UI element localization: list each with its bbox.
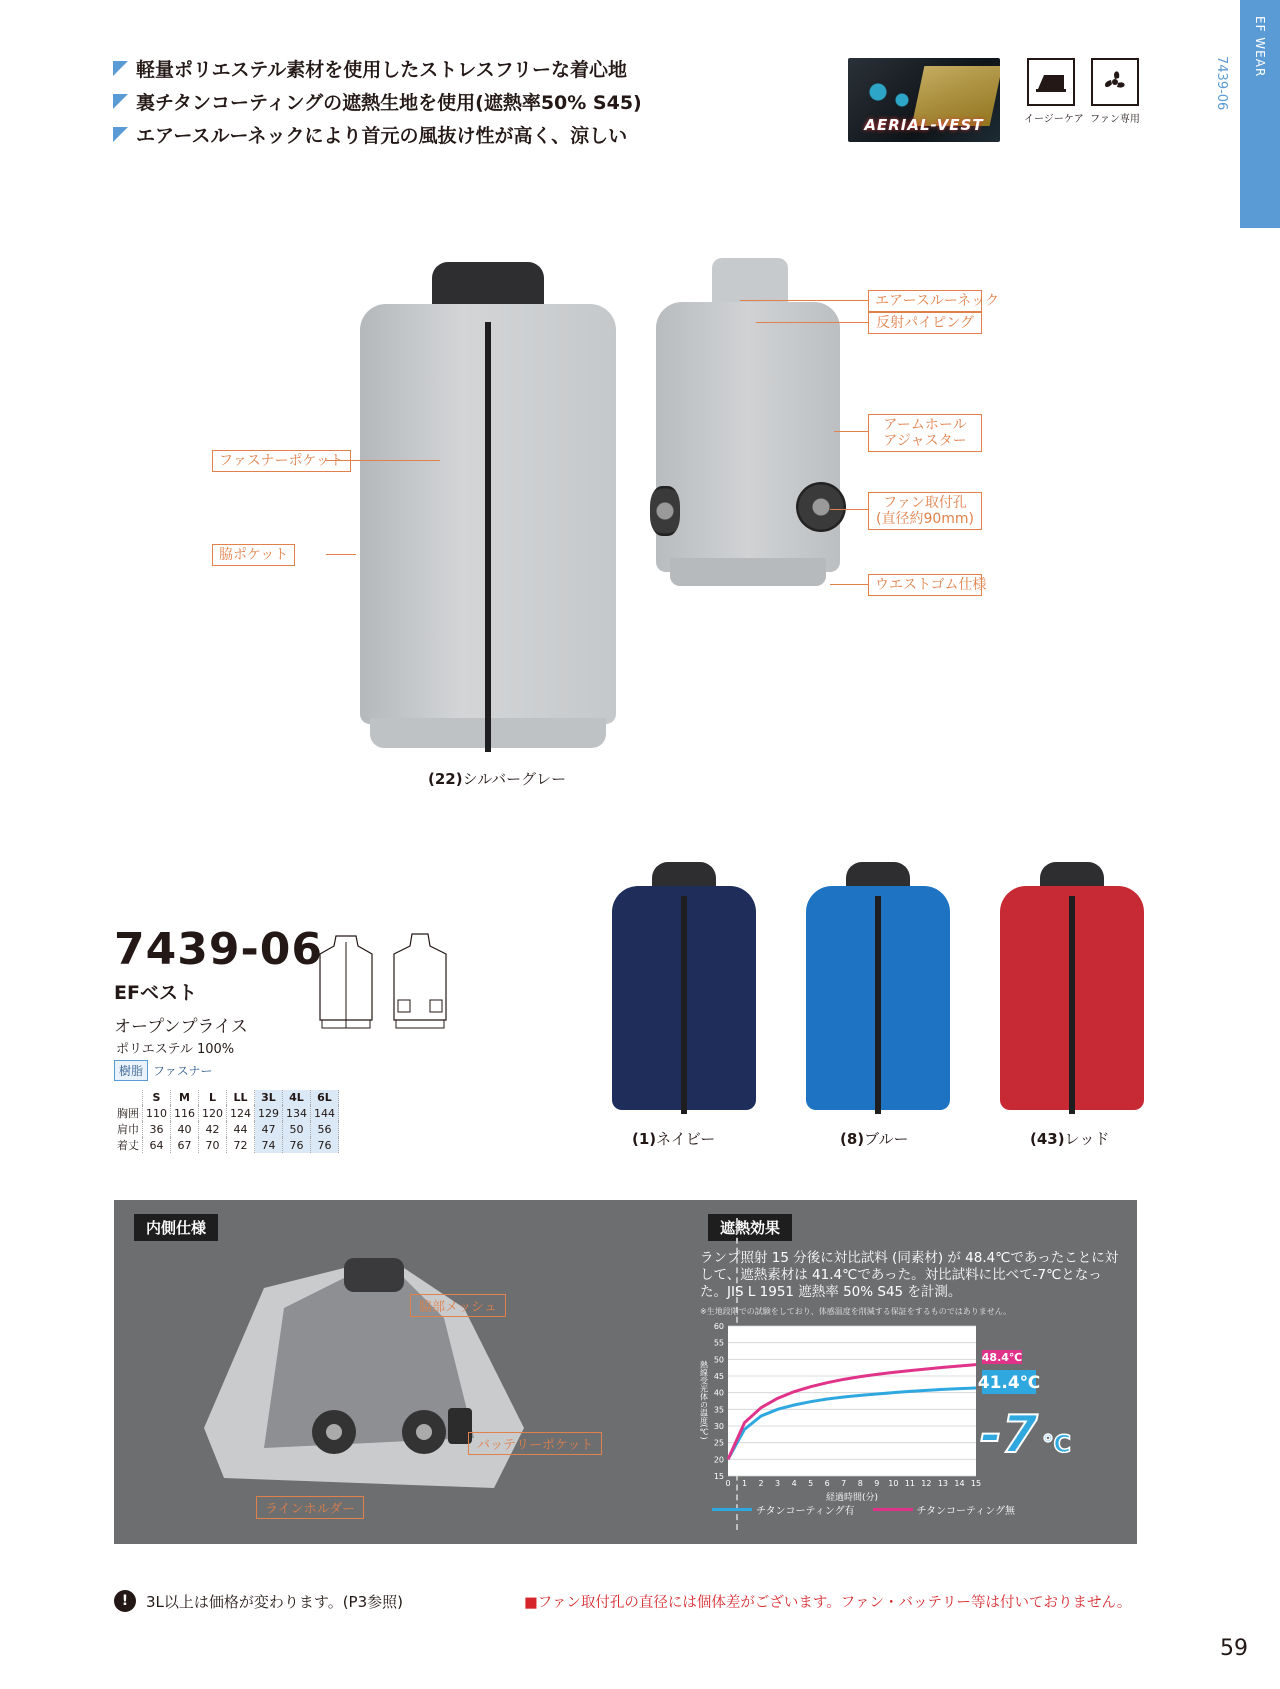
- heat-effect-description: ランプ照射 15 分後に対比試料 (同素材) が 48.4℃であったことに対して、遮熱素材は 41.4℃であった。対比試料に比べて-7℃となった。JIS L 1951 遮熱率 50% S45 を計測。: [700, 1250, 1119, 1300]
- heat-effect-note: ※生地段階での試験をしており、体感温度を削減する保証をするものではありません。: [700, 1307, 1012, 1316]
- product-price: オープンプライス: [114, 1017, 248, 1037]
- chart-plot-area: [728, 1326, 976, 1476]
- label-high: 48.4℃: [981, 1351, 1023, 1364]
- chart-x-tick-label: 0: [725, 1479, 731, 1488]
- table-row: 胸囲 110 116 120 124 129 134 144: [114, 1105, 339, 1121]
- chart-x-tick-label: 2: [758, 1479, 764, 1488]
- chart-y-label: 熱線受光体の温度(℃): [699, 1360, 709, 1440]
- vest-zipper: [681, 896, 687, 1114]
- feature-item: 裏チタンコーティングの遮熱生地を使用(遮熱率50% S45): [113, 85, 642, 118]
- chart-y-tick-label: 30: [713, 1422, 724, 1431]
- color-caption-navy: (1)ネイビー: [632, 1130, 716, 1148]
- vest-zipper: [875, 896, 881, 1114]
- chart-y-tick-label: 50: [713, 1355, 724, 1365]
- chart-x-tick-label: 8: [857, 1479, 863, 1488]
- callout-fan-hole: ファン取付孔 (直径約90mm): [868, 492, 982, 530]
- chart-x-tick-label: 7: [841, 1479, 847, 1488]
- chart-legend: チタンコーティング有 チタンコーティング無: [712, 1502, 1015, 1517]
- chart-x-tick-label: 1: [741, 1479, 748, 1488]
- legend-swatch-coated: [712, 1508, 752, 1511]
- legend-swatch-uncoated: [873, 1508, 913, 1511]
- callout-line-holder: ラインホルダー: [256, 1496, 364, 1519]
- inner-spec-title: 内側仕様: [134, 1214, 218, 1241]
- callout-side-mesh: 脇部メッシュ: [410, 1294, 506, 1317]
- label-diff: -7: [980, 1405, 1038, 1465]
- color-caption-blue: (8)ブルー: [840, 1130, 909, 1148]
- iron-icon: [1027, 58, 1075, 106]
- vest-front-silver: [352, 262, 624, 762]
- feature-item: エアースルーネックにより首元の風抜け性が高く、涼しい: [113, 118, 642, 151]
- side-code: 7439-06: [1214, 56, 1229, 111]
- heat-effect-title: 遮熱効果: [708, 1214, 792, 1241]
- chart-y-tick-label: 40: [713, 1388, 724, 1398]
- side-tab: [1240, 0, 1280, 228]
- callout-reflective-piping: 反射パイピング: [868, 312, 982, 334]
- callout-battery-pocket: バッテリーポケット: [468, 1432, 602, 1455]
- aerial-vest-logo: [848, 58, 1000, 142]
- chart-x-label: 経過時間(分): [825, 1493, 879, 1503]
- line-drawing-back: [390, 932, 450, 1038]
- color-caption-main: (22)シルバーグレー: [428, 770, 567, 788]
- triangle-bullet-icon: [113, 94, 128, 109]
- vest-back-silver: [656, 258, 840, 598]
- page-number: 59: [1220, 1636, 1248, 1661]
- spec-panel: [114, 1200, 1137, 1544]
- vest-variant-red: [1000, 862, 1144, 1124]
- chart-y-tick-label: 25: [713, 1438, 724, 1448]
- callout-line: [325, 460, 440, 461]
- triangle-bullet-icon: [113, 61, 128, 76]
- heat-chart: [690, 1314, 1110, 1504]
- chart-y-ticks: [714, 1322, 724, 1481]
- footnote: ! 3L以上は価格が変わります。(P3参照): [114, 1590, 403, 1612]
- chart-x-tick-label: 15: [970, 1479, 982, 1488]
- care-easy: イージーケア: [1024, 58, 1078, 125]
- vest-variant-blue: [806, 862, 950, 1124]
- chart-x-tick-label: 4: [791, 1479, 797, 1488]
- chart-x-tick-label: 12: [921, 1479, 932, 1488]
- chart-y-tick-label: 20: [713, 1455, 724, 1465]
- vest-zipper: [1069, 896, 1075, 1114]
- table-row: 着丈 64 67 70 72 74 76 76: [114, 1137, 339, 1153]
- chart-y-tick-label: 60: [713, 1322, 724, 1331]
- callout-side-pocket: 脇ポケット: [212, 544, 295, 566]
- callout-air-through-neck: エアースルーネック: [868, 290, 982, 312]
- side-tab-label: EF WEAR: [1253, 16, 1267, 78]
- logo-pattern: [860, 76, 920, 116]
- label-low: 41.4℃: [977, 1373, 1041, 1393]
- callout-line: [740, 300, 868, 301]
- label-diff-unit: ℃: [1042, 1430, 1072, 1458]
- line-drawing-front: [316, 932, 376, 1038]
- fan-hole-icon: [796, 482, 846, 532]
- chart-y-tick-label: 45: [713, 1372, 724, 1381]
- vest-back-hem: [670, 558, 826, 586]
- callout-line: [756, 322, 868, 323]
- chart-y-tick-label: 35: [713, 1405, 724, 1415]
- inner-vest-illustration: [194, 1248, 554, 1498]
- chart-x-tick-label: 3: [775, 1479, 781, 1488]
- product-tag: 樹脂 ファスナー: [114, 1060, 213, 1081]
- color-caption-red: (43)レッド: [1030, 1130, 1110, 1148]
- table-row: 肩巾 36 40 42 44 47 50 56: [114, 1121, 339, 1137]
- triangle-bullet-icon: [113, 127, 128, 142]
- chart-x-tick-label: 6: [824, 1479, 830, 1488]
- chart-x-ticks: [725, 1479, 981, 1488]
- fan-hole-icon: [650, 486, 680, 536]
- product-code: 7439-06: [114, 924, 323, 975]
- vest-back-body: [656, 302, 840, 572]
- vest-zipper: [485, 322, 491, 752]
- chart-x-tick-label: 9: [874, 1479, 880, 1488]
- callout-waist-elastic: ウエストゴム仕様: [868, 574, 982, 596]
- chart-x-tick-label: 10: [888, 1479, 899, 1488]
- size-header-row: S M L LL 3L 4L 6L: [114, 1090, 339, 1105]
- callout-armhole-adjuster: アームホール アジャスター: [868, 414, 982, 452]
- chart-x-tick-label: 13: [937, 1479, 949, 1488]
- chart-y-tick-label: 15: [713, 1472, 724, 1481]
- callout-line: [830, 584, 868, 585]
- care-fan: ファン専用: [1088, 58, 1142, 125]
- callout-line: [830, 509, 868, 510]
- callout-zipper-pocket: ファスナーポケット: [212, 450, 351, 472]
- product-material: ポリエステル 100%: [116, 1042, 235, 1057]
- callout-line: [834, 431, 868, 432]
- callout-line: [326, 554, 356, 555]
- exclamation-icon: !: [114, 1590, 136, 1612]
- chart-x-tick-label: 11: [904, 1479, 915, 1488]
- size-table: [114, 1090, 339, 1153]
- product-name: EFベスト: [114, 982, 197, 1004]
- fan-icon: [1091, 58, 1139, 106]
- feature-item: 軽量ポリエステル素材を使用したストレスフリーな着心地: [113, 52, 642, 85]
- chart-y-tick-label: 55: [713, 1338, 724, 1348]
- chart-x-tick-label: 5: [808, 1479, 814, 1488]
- vest-variant-navy: [612, 862, 756, 1124]
- chart-x-tick-label: 14: [954, 1479, 965, 1488]
- warning-note: ■ファン取付孔の直径には個体差がございます。ファン・バッテリー等は付いておりません。: [524, 1595, 1132, 1611]
- logo-title: AERIAL-VEST: [864, 116, 984, 134]
- feature-list: [113, 52, 642, 151]
